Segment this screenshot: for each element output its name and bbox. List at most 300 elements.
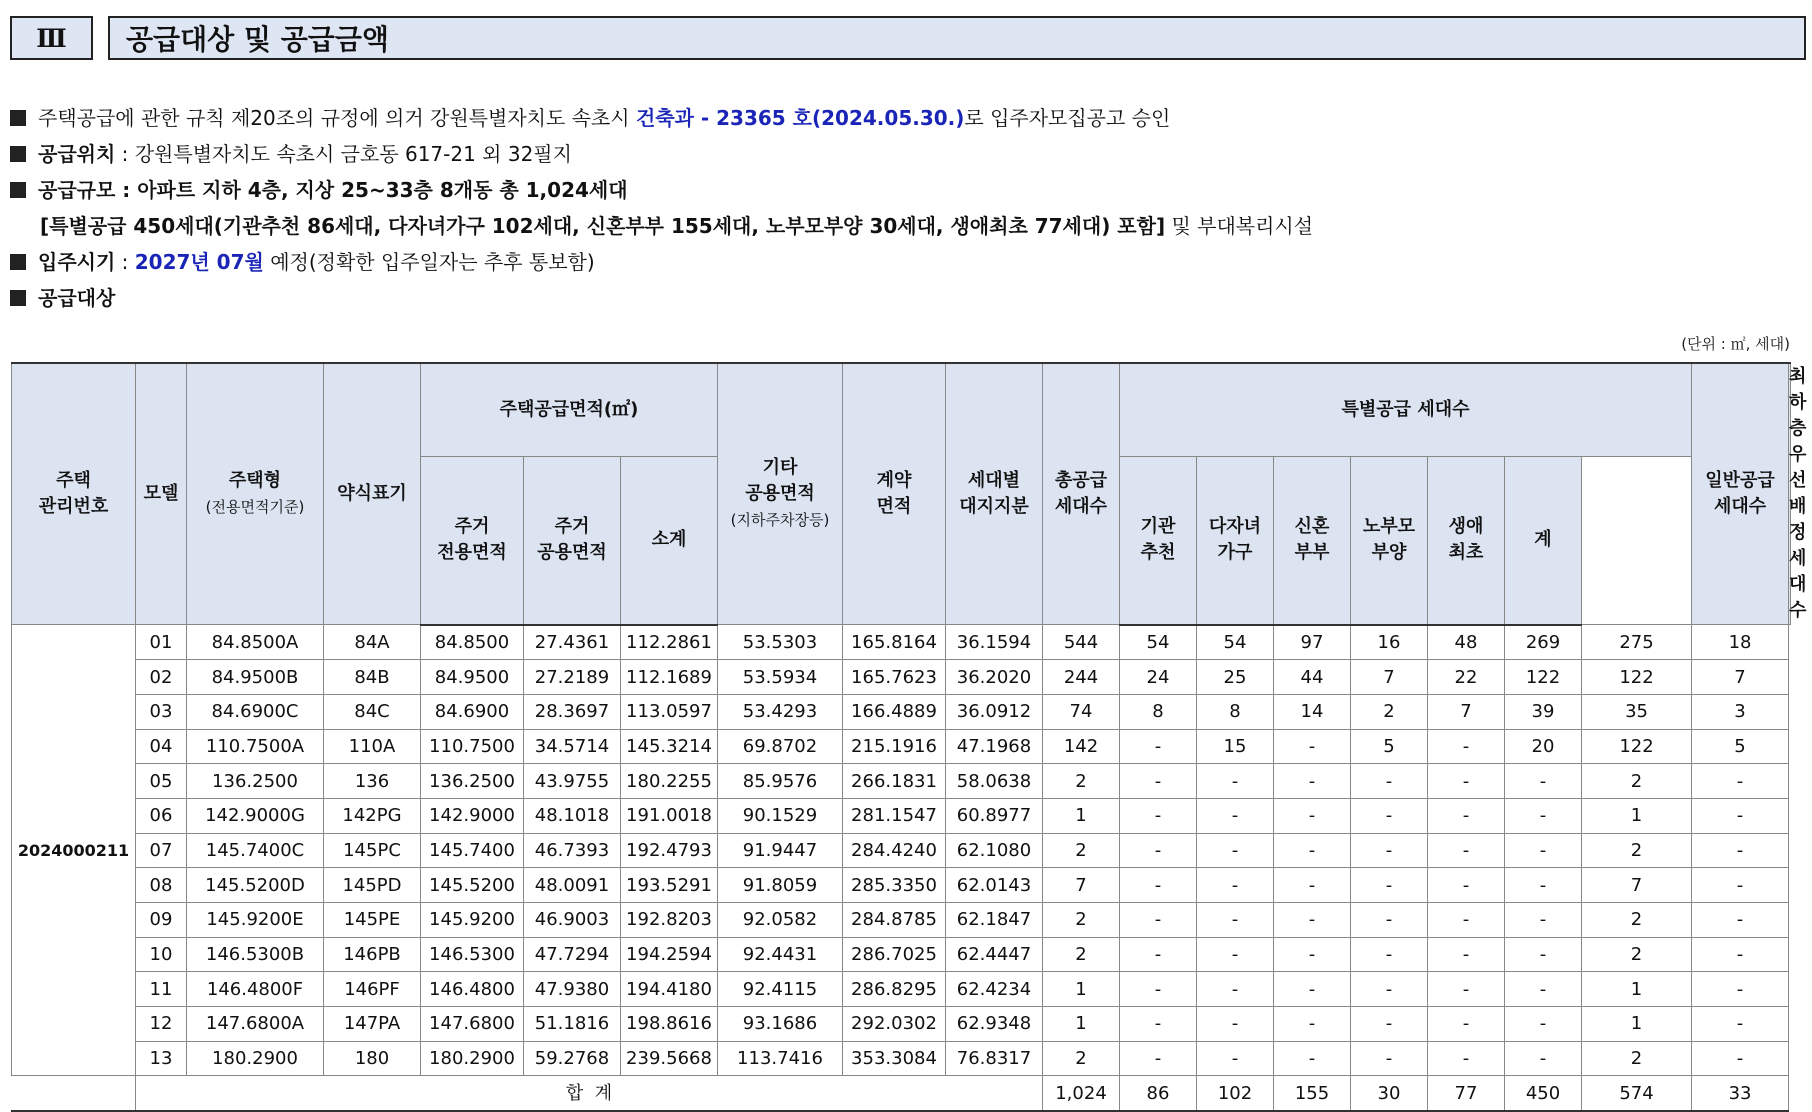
table-cell: 05 [136, 764, 187, 799]
table-cell: 136 [324, 764, 421, 799]
table-cell: - [1692, 868, 1789, 903]
table-cell: 62.0143 [946, 868, 1043, 903]
table-cell: - [1274, 729, 1351, 764]
table-cell: 34.5714 [524, 729, 621, 764]
table-cell: 47.1968 [946, 729, 1043, 764]
table-cell: - [1274, 833, 1351, 868]
table-cell: 122 [1582, 729, 1692, 764]
table-cell: - [1120, 764, 1197, 799]
table-cell: 112.1689 [621, 660, 718, 695]
table-row [12, 660, 1791, 695]
table-cell: 35 [1582, 694, 1692, 729]
table-row [12, 694, 1791, 729]
table-cell: 147PA [324, 1007, 421, 1042]
table-cell: 14 [1274, 694, 1351, 729]
table-cell: 136.2500 [187, 764, 324, 799]
table-cell: - [1120, 937, 1197, 972]
table-cell: - [1120, 729, 1197, 764]
table-cell: 1 [1043, 798, 1120, 833]
table-cell: - [1428, 903, 1505, 938]
table-cell: 8 [1120, 694, 1197, 729]
table-cell: - [1274, 937, 1351, 972]
table-row [12, 937, 1791, 972]
table-cell: 192.8203 [621, 903, 718, 938]
table-cell: 25 [1197, 660, 1274, 695]
table-cell: 84.9500B [187, 660, 324, 695]
total-cell: 1,024 [1043, 1076, 1120, 1111]
table-cell: 198.8616 [621, 1007, 718, 1042]
table-cell: - [1428, 729, 1505, 764]
table-cell: 53.5934 [718, 660, 843, 695]
table-cell: 269 [1505, 625, 1582, 660]
total-cell: 77 [1428, 1076, 1505, 1111]
table-cell: 36.2020 [946, 660, 1043, 695]
table-cell: - [1274, 868, 1351, 903]
table-cell: 84.6900C [187, 694, 324, 729]
header-special-sum: 계 [1505, 456, 1582, 625]
table-cell: 180.2900 [187, 1041, 324, 1076]
table-cell: 180.2900 [421, 1041, 524, 1076]
table-cell: - [1120, 1007, 1197, 1042]
table-cell: - [1692, 798, 1789, 833]
table-cell: 92.0582 [718, 903, 843, 938]
table-cell: 145PC [324, 833, 421, 868]
table-cell: 84B [324, 660, 421, 695]
mgmt-no-cell: 2024000211 [12, 625, 136, 1076]
table-cell: 1 [1043, 972, 1120, 1007]
table-cell: - [1120, 972, 1197, 1007]
table-cell: - [1120, 833, 1197, 868]
table-cell: 8 [1197, 694, 1274, 729]
table-cell: 353.3084 [843, 1041, 946, 1076]
table-row [12, 729, 1791, 764]
table-cell: - [1351, 903, 1428, 938]
table-cell: 58.0638 [946, 764, 1043, 799]
table-cell: 62.1080 [946, 833, 1043, 868]
table-cell: 194.2594 [621, 937, 718, 972]
table-cell: 180.2255 [621, 764, 718, 799]
table-cell: 110A [324, 729, 421, 764]
scale-line: 공급규모 : 아파트 지하 4층, 지상 25~33층 8개동 총 1,024세대 [10, 172, 1800, 208]
table-cell: 266.1831 [843, 764, 946, 799]
table-cell: 2 [1351, 694, 1428, 729]
table-cell: - [1351, 972, 1428, 1007]
table-cell: 2 [1582, 903, 1692, 938]
table-cell: 53.5303 [718, 625, 843, 660]
special-line: [특별공급 450세대(기관추천 86세대, 다자녀가구 102세대, 신혼부부 155세대, 노부모부양 30세대, 생애최초 77세대) 포함] 및 부대복리시설 [40, 214, 1314, 238]
table-cell: 193.5291 [621, 868, 718, 903]
table-row [12, 868, 1791, 903]
table-cell: 24 [1120, 660, 1197, 695]
table-cell: - [1505, 1007, 1582, 1042]
header-contract: 계약 면적 [843, 363, 946, 625]
table-cell: 2 [1043, 903, 1120, 938]
header-lowest-floor: 최하층 우선배정 세대수 [1789, 363, 1791, 625]
header-land-share: 세대별 대지지분 [946, 363, 1043, 625]
table-cell: - [1428, 1041, 1505, 1076]
header-mgmt-no: 주택 관리번호 [12, 363, 136, 625]
table-cell: 180 [324, 1041, 421, 1076]
table-cell: 84.9500 [421, 660, 524, 695]
table-cell: 02 [136, 660, 187, 695]
table-cell: 44 [1274, 660, 1351, 695]
table-cell: 215.1916 [843, 729, 946, 764]
table-cell: 544 [1043, 625, 1120, 660]
total-cell: 574 [1582, 1076, 1692, 1111]
table-cell: 28.3697 [524, 694, 621, 729]
table-cell: 194.4180 [621, 972, 718, 1007]
table-cell: 292.0302 [843, 1007, 946, 1042]
table-cell: - [1197, 1041, 1274, 1076]
header-multi-child: 다자녀 가구 [1197, 456, 1274, 625]
table-cell: 142.9000G [187, 798, 324, 833]
table-cell: 51.1816 [524, 1007, 621, 1042]
table-row [12, 903, 1791, 938]
table-cell: - [1692, 1007, 1789, 1042]
table-cell: 145.9200 [421, 903, 524, 938]
table-cell: 90.1529 [718, 798, 843, 833]
table-cell: 7 [1692, 660, 1789, 695]
table-cell: 166.4889 [843, 694, 946, 729]
table-cell: 15 [1197, 729, 1274, 764]
table-cell: 286.8295 [843, 972, 946, 1007]
table-cell: - [1505, 868, 1582, 903]
target-line: 공급대상 [10, 280, 1800, 316]
table-cell: 145.5200D [187, 868, 324, 903]
table-cell: 146.4800F [187, 972, 324, 1007]
header-newlywed: 신혼 부부 [1274, 456, 1351, 625]
table-body [12, 625, 1791, 1112]
table-cell: - [1505, 833, 1582, 868]
table-cell: 54 [1197, 625, 1274, 660]
table-cell: 145PE [324, 903, 421, 938]
table-cell: - [1197, 798, 1274, 833]
total-cell: 33 [1692, 1076, 1789, 1111]
movein-line: 입주시기 : 2027년 07월 예정(정확한 입주일자는 추후 통보함) [10, 244, 1800, 280]
header-elder-support: 노부모 부양 [1351, 456, 1428, 625]
table-cell: 145.9200E [187, 903, 324, 938]
table-cell: - [1505, 972, 1582, 1007]
table-cell: - [1428, 1007, 1505, 1042]
table-cell: 142PG [324, 798, 421, 833]
table-cell: 192.4793 [621, 833, 718, 868]
table-cell: - [1505, 903, 1582, 938]
table-cell: - [1120, 868, 1197, 903]
table-cell: 1 [1043, 1007, 1120, 1042]
table-cell: 47.7294 [524, 937, 621, 972]
table-cell: - [1692, 903, 1789, 938]
square-bullet-icon [10, 110, 26, 126]
table-cell: 93.1686 [718, 1007, 843, 1042]
table-cell: 2 [1043, 764, 1120, 799]
total-cell: 155 [1274, 1076, 1351, 1111]
section-title: 공급대상 및 공급금액 [108, 16, 1806, 60]
table-cell: - [1692, 1041, 1789, 1076]
table-cell: 16 [1351, 625, 1428, 660]
table-cell: - [1505, 798, 1582, 833]
table-cell: 92.4431 [718, 937, 843, 972]
table-cell: 122 [1582, 660, 1692, 695]
header-supply-area: 주택공급면적(㎡) [421, 363, 718, 456]
table-cell: 12 [136, 1007, 187, 1042]
table-cell: 113.7416 [718, 1041, 843, 1076]
location-line: 공급위치 : 강원특별자치도 속초시 금호동 617-21 외 32필지 [10, 136, 1800, 172]
table-cell: 60.8977 [946, 798, 1043, 833]
header-general: 일반공급 세대수 [1692, 363, 1789, 625]
table-cell: 146PF [324, 972, 421, 1007]
table-cell: 13 [136, 1041, 187, 1076]
table-cell: 5 [1351, 729, 1428, 764]
table-cell: 146PB [324, 937, 421, 972]
table-cell: 3 [1692, 694, 1789, 729]
table-cell: 284.8785 [843, 903, 946, 938]
table-row [12, 625, 1791, 660]
table-cell: 7 [1351, 660, 1428, 695]
table-cell: 62.9348 [946, 1007, 1043, 1042]
table-cell: 285.3350 [843, 868, 946, 903]
table-cell: 113.0597 [621, 694, 718, 729]
table-cell: 74 [1043, 694, 1120, 729]
table-cell: - [1197, 868, 1274, 903]
table-cell: - [1505, 1041, 1582, 1076]
table-cell: 2 [1043, 833, 1120, 868]
table-cell: 08 [136, 868, 187, 903]
approval-number: 건축과 - 23365 호(2024.05.30.) [635, 106, 965, 130]
table-cell: 48 [1428, 625, 1505, 660]
table-cell: 145PD [324, 868, 421, 903]
table-cell: 06 [136, 798, 187, 833]
total-cell: 450 [1505, 1076, 1582, 1111]
total-label: 합 계 [136, 1076, 1043, 1111]
header-total-supply: 총공급 세대수 [1043, 363, 1120, 625]
table-cell: 275 [1582, 625, 1692, 660]
table-cell: - [1274, 1007, 1351, 1042]
table-cell: 2 [1582, 764, 1692, 799]
total-cell: 86 [1120, 1076, 1197, 1111]
table-cell: 84.8500 [421, 625, 524, 660]
table-cell: 91.8059 [718, 868, 843, 903]
table-cell: 76.8317 [946, 1041, 1043, 1076]
table-cell: 97 [1274, 625, 1351, 660]
table-cell: - [1351, 937, 1428, 972]
table-cell: 2 [1582, 833, 1692, 868]
table-cell: 284.4240 [843, 833, 946, 868]
table-cell: 22 [1428, 660, 1505, 695]
table-cell: 1 [1582, 972, 1692, 1007]
table-cell: 48.0091 [524, 868, 621, 903]
table-cell: 62.1847 [946, 903, 1043, 938]
table-cell: 10 [136, 937, 187, 972]
table-cell: 84C [324, 694, 421, 729]
table-cell: 62.4447 [946, 937, 1043, 972]
table-cell: 84.6900 [421, 694, 524, 729]
table-cell: 112.2861 [621, 625, 718, 660]
table-cell: 69.8702 [718, 729, 843, 764]
table-cell: - [1351, 868, 1428, 903]
header-short: 약식표기 [324, 363, 421, 625]
table-cell: - [1351, 764, 1428, 799]
table-cell: 239.5668 [621, 1041, 718, 1076]
table-cell: 36.0912 [946, 694, 1043, 729]
table-cell: - [1505, 937, 1582, 972]
table-cell: 43.9755 [524, 764, 621, 799]
table-cell: - [1351, 1007, 1428, 1042]
total-row [12, 1076, 1791, 1111]
table-cell: 142.9000 [421, 798, 524, 833]
table-cell: 165.7623 [843, 660, 946, 695]
table-cell: 147.6800 [421, 1007, 524, 1042]
table-cell: - [1428, 972, 1505, 1007]
unit-note: (단위 : ㎡, 세대) [1681, 335, 1790, 353]
table-cell: - [1274, 798, 1351, 833]
supply-table [11, 362, 1807, 1112]
table-cell: - [1428, 798, 1505, 833]
table-cell: - [1351, 1041, 1428, 1076]
header-common: 주거 공용면적 [524, 456, 621, 625]
section-header [10, 16, 1806, 62]
square-bullet-icon [10, 182, 26, 198]
table-cell: - [1197, 833, 1274, 868]
table-row [12, 1041, 1791, 1076]
table-cell: 2 [1043, 1041, 1120, 1076]
table-cell: 122 [1505, 660, 1582, 695]
header-exclusive: 주거 전용면적 [421, 456, 524, 625]
table-cell: 85.9576 [718, 764, 843, 799]
table-cell: 2 [1582, 1041, 1692, 1076]
table-cell: - [1428, 764, 1505, 799]
table-cell: 03 [136, 694, 187, 729]
table-cell: 84A [324, 625, 421, 660]
table-cell: - [1197, 937, 1274, 972]
table-cell: 62.4234 [946, 972, 1043, 1007]
table-cell: 47.9380 [524, 972, 621, 1007]
table-cell: 145.7400 [421, 833, 524, 868]
table-cell: 11 [136, 972, 187, 1007]
info-block [10, 100, 1800, 316]
table-cell: 59.2768 [524, 1041, 621, 1076]
table-cell: 1 [1582, 1007, 1692, 1042]
table-row [12, 1007, 1791, 1042]
total-blank-cell [12, 1076, 136, 1111]
table-cell: 145.5200 [421, 868, 524, 903]
table-cell: 191.0018 [621, 798, 718, 833]
table-cell: 7 [1428, 694, 1505, 729]
table-cell: 286.7025 [843, 937, 946, 972]
table-cell: 7 [1582, 868, 1692, 903]
table-cell: - [1351, 833, 1428, 868]
table-cell: - [1692, 764, 1789, 799]
movein-date: 2027년 07월 [134, 250, 264, 274]
square-bullet-icon [10, 146, 26, 162]
table-cell: - [1120, 798, 1197, 833]
table-row [12, 798, 1791, 833]
table-cell: - [1197, 972, 1274, 1007]
header-model: 모델 [136, 363, 187, 625]
table-cell: 142 [1043, 729, 1120, 764]
table-cell: 91.9447 [718, 833, 843, 868]
table-cell: 39 [1505, 694, 1582, 729]
table-cell: - [1428, 833, 1505, 868]
table-cell: 27.4361 [524, 625, 621, 660]
table-cell: - [1197, 1007, 1274, 1042]
table-cell: 110.7500A [187, 729, 324, 764]
table-cell: 146.5300 [421, 937, 524, 972]
table-cell: 01 [136, 625, 187, 660]
table-cell: - [1120, 903, 1197, 938]
table-row [12, 764, 1791, 799]
table-cell: - [1274, 903, 1351, 938]
table-row [12, 972, 1791, 1007]
table-cell: 2 [1043, 937, 1120, 972]
section-number: Ⅲ [10, 16, 93, 60]
table-cell: 18 [1692, 625, 1789, 660]
table-cell: 165.8164 [843, 625, 946, 660]
header-other-common: 기타 공용면적 (지하주차장등) [718, 363, 843, 625]
header-institution: 기관 추천 [1120, 456, 1197, 625]
header-type: 주택형 (전용면적기준) [187, 363, 324, 625]
header-special: 특별공급 세대수 [1120, 363, 1692, 456]
table-cell: 281.1547 [843, 798, 946, 833]
total-cell: 30 [1351, 1076, 1428, 1111]
table-cell: 2 [1582, 937, 1692, 972]
table-cell: - [1274, 764, 1351, 799]
table-cell: - [1351, 798, 1428, 833]
header-first-time: 생애 최초 [1428, 456, 1505, 625]
table-cell: 147.6800A [187, 1007, 324, 1042]
table-cell: 7 [1043, 868, 1120, 903]
table-cell: 46.7393 [524, 833, 621, 868]
table-cell: 145.7400C [187, 833, 324, 868]
table-cell: - [1197, 764, 1274, 799]
table-row [12, 833, 1791, 868]
table-cell: 5 [1692, 729, 1789, 764]
table-cell: 27.2189 [524, 660, 621, 695]
table-cell: 110.7500 [421, 729, 524, 764]
table-cell: - [1692, 972, 1789, 1007]
table-cell: - [1197, 903, 1274, 938]
table-cell: 145.3214 [621, 729, 718, 764]
table-cell: 136.2500 [421, 764, 524, 799]
table-cell: 1 [1582, 798, 1692, 833]
table-cell: - [1274, 972, 1351, 1007]
header-subtotal: 소계 [621, 456, 718, 625]
table-cell: - [1692, 937, 1789, 972]
table-cell: 36.1594 [946, 625, 1043, 660]
table-cell: 92.4115 [718, 972, 843, 1007]
table-cell: - [1505, 764, 1582, 799]
table-cell: 46.9003 [524, 903, 621, 938]
total-cell: 102 [1197, 1076, 1274, 1111]
table-cell: - [1274, 1041, 1351, 1076]
table-cell: 53.4293 [718, 694, 843, 729]
table-cell: 20 [1505, 729, 1582, 764]
table-cell: 48.1018 [524, 798, 621, 833]
table-cell: 244 [1043, 660, 1120, 695]
approval-line: 주택공급에 관한 규칙 제20조의 규정에 의거 강원특별자치도 속초시 건축과 - 23365 호(2024.05.30.)로 입주자모집공고 승인 [10, 100, 1800, 136]
table-cell: 146.4800 [421, 972, 524, 1007]
table-cell: - [1428, 868, 1505, 903]
table-cell: 54 [1120, 625, 1197, 660]
table-cell: 84.8500A [187, 625, 324, 660]
square-bullet-icon [10, 290, 26, 306]
table-cell: 146.5300B [187, 937, 324, 972]
table-cell: 09 [136, 903, 187, 938]
table-cell: - [1428, 937, 1505, 972]
table-cell: 07 [136, 833, 187, 868]
table-cell: - [1120, 1041, 1197, 1076]
square-bullet-icon [10, 254, 26, 270]
table-cell: 04 [136, 729, 187, 764]
